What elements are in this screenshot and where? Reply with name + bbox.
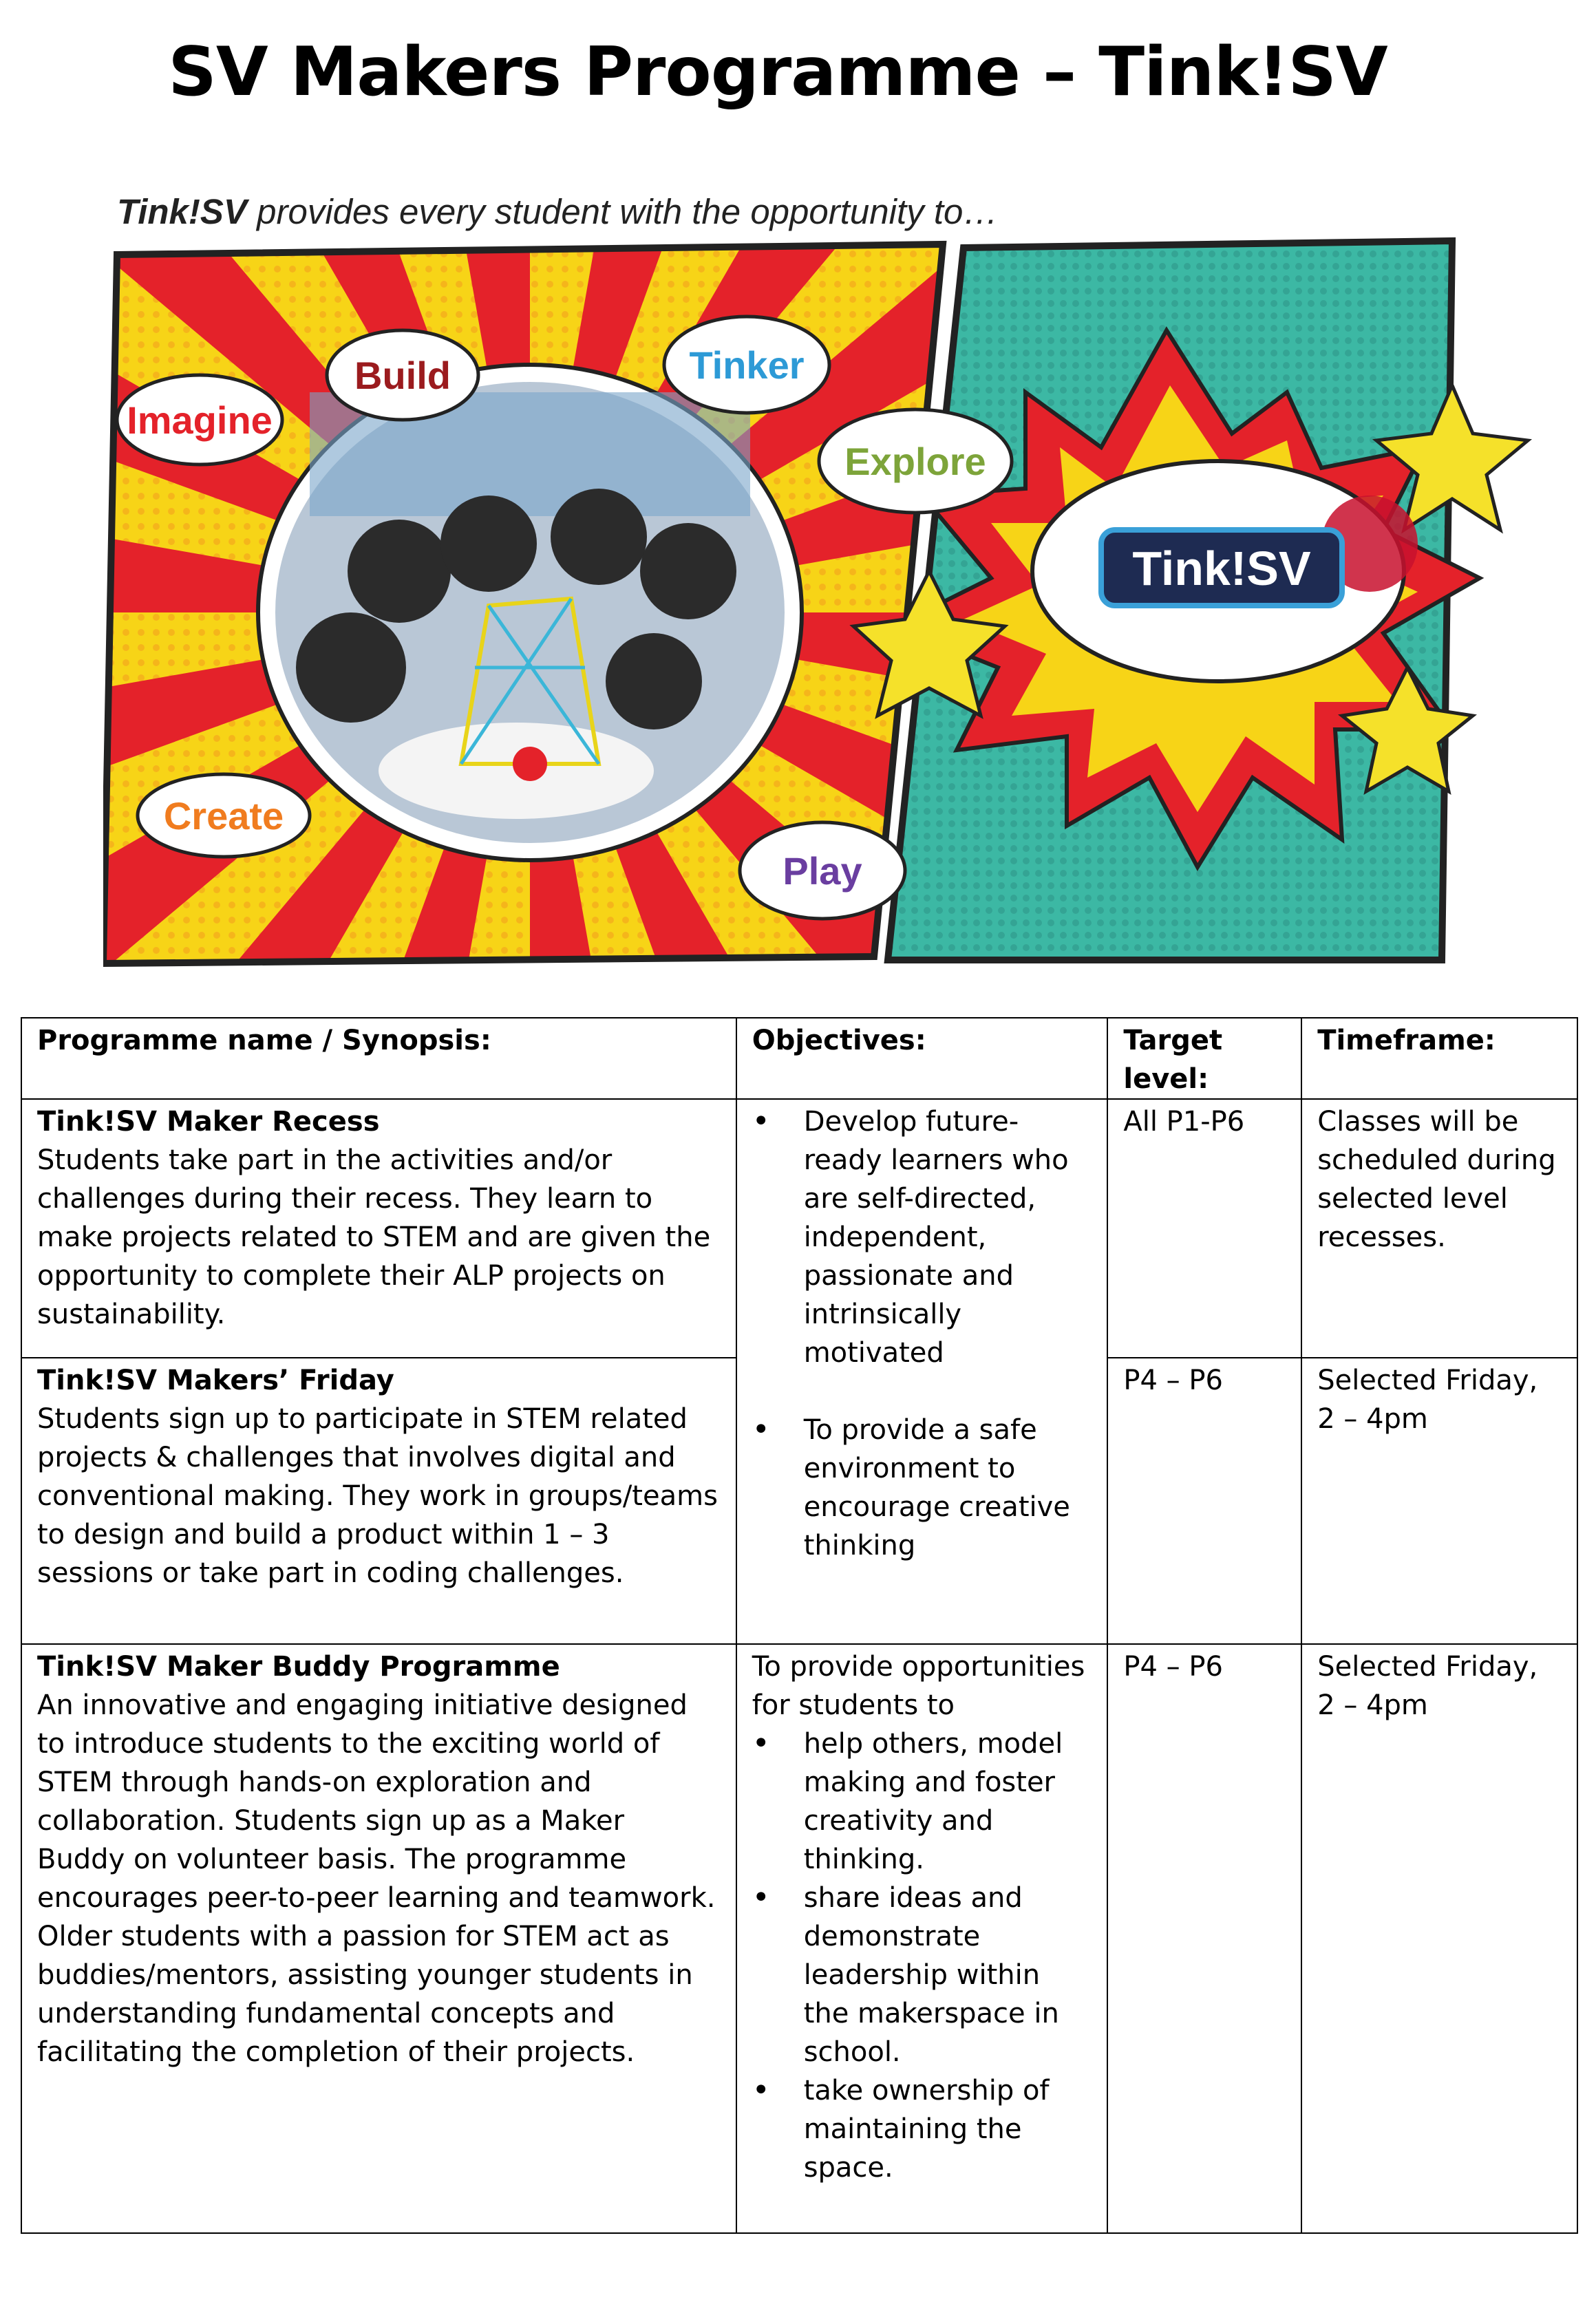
table-row [21,1644,1577,2233]
header-target: Target level: [1107,1018,1301,1099]
logo-text: Tink!SV [1132,542,1311,595]
objective-item: • To provide a safe environment to encourage creative thinking [804,1411,1092,1565]
target-level: All P1-P6 [1107,1099,1301,1358]
programme-table [21,1017,1578,2234]
programme-cell [21,1358,736,1644]
objectives-cell [736,1644,1108,2233]
cloud-imagine [117,375,282,465]
timeframe: Classes will be scheduled during selected level recesses. [1301,1099,1577,1358]
objective-item: • Develop future-ready learners who are self-directed, independent, passionate and intrinsically motivated [804,1102,1092,1372]
header-objectives: Objectives: [736,1018,1108,1099]
table-header-row [21,1018,1577,1099]
banner-illustration [103,186,1562,984]
svg-text:Tinker: Tinker [689,343,805,387]
cloud-explore [819,409,1012,513]
objectives-intro: To provide opportunities for students to [752,1651,1085,1721]
objectives-cell [736,1099,1108,1644]
header-timeframe: Timeframe: [1301,1018,1577,1099]
svg-text:Imagine: Imagine [127,398,273,442]
cloud-play [740,822,905,919]
svg-text:Build: Build [354,354,451,397]
photo-students [258,365,802,860]
objective-item: • share ideas and demonstrate leadership within the makerspace in school. [804,1879,1092,2071]
svg-text:Create: Create [163,794,284,838]
timeframe: Selected Friday, 2 – 4pm [1301,1358,1577,1644]
header-programme: Programme name / Synopsis: [21,1018,736,1099]
target-level: P4 – P6 [1107,1644,1301,2233]
target-level: P4 – P6 [1107,1358,1301,1644]
programme-cell [21,1099,736,1358]
programme-synopsis: Students sign up to participate in STEM related projects & challenges that involves digital and conventional making. They work in groups/teams to design and build a product within 1 – 3 sessions or take part in coding challenges. [37,1403,718,1589]
programme-synopsis: Students take part in the activities and/or challenges during their recess. They learn to make projects related to STEM and are given the opportunity to complete their ALP projects on sustainability. [37,1144,711,1330]
programme-synopsis: An innovative and engaging initiative designed to introduce students to the exciting world of STEM through hands-on exploration and collaboration. Students sign up as a Maker Buddy on volunteer basis. The programme encourages peer-to-peer learning and teamwork. Older students with a passion for STEM act as buddies/mentors, assisting younger students in understanding fundamental concepts and facilitating the completion of their projects. [37,1689,716,2068]
cloud-create [138,774,310,857]
programme-name: Tink!SV Makers’ Friday [37,1365,394,1396]
svg-text:Explore: Explore [844,440,986,483]
objective-item: • take ownership of maintaining the space. [804,2071,1092,2187]
cloud-tinker [664,317,829,413]
page-title: SV Makers Programme – Tink!SV [168,33,1387,111]
cloud-build [327,330,478,420]
programme-name: Tink!SV Maker Buddy Programme [37,1651,560,1683]
timeframe: Selected Friday, 2 – 4pm [1301,1644,1577,2233]
svg-text:Play: Play [783,849,862,893]
programme-name: Tink!SV Maker Recess [37,1106,380,1138]
programme-cell [21,1644,736,2233]
table-row [21,1099,1577,1358]
objective-item: • help others, model making and foster creativity and thinking. [804,1725,1092,1879]
banner-caption: Tink!SV provides every student with the opportunity to… [117,192,999,231]
